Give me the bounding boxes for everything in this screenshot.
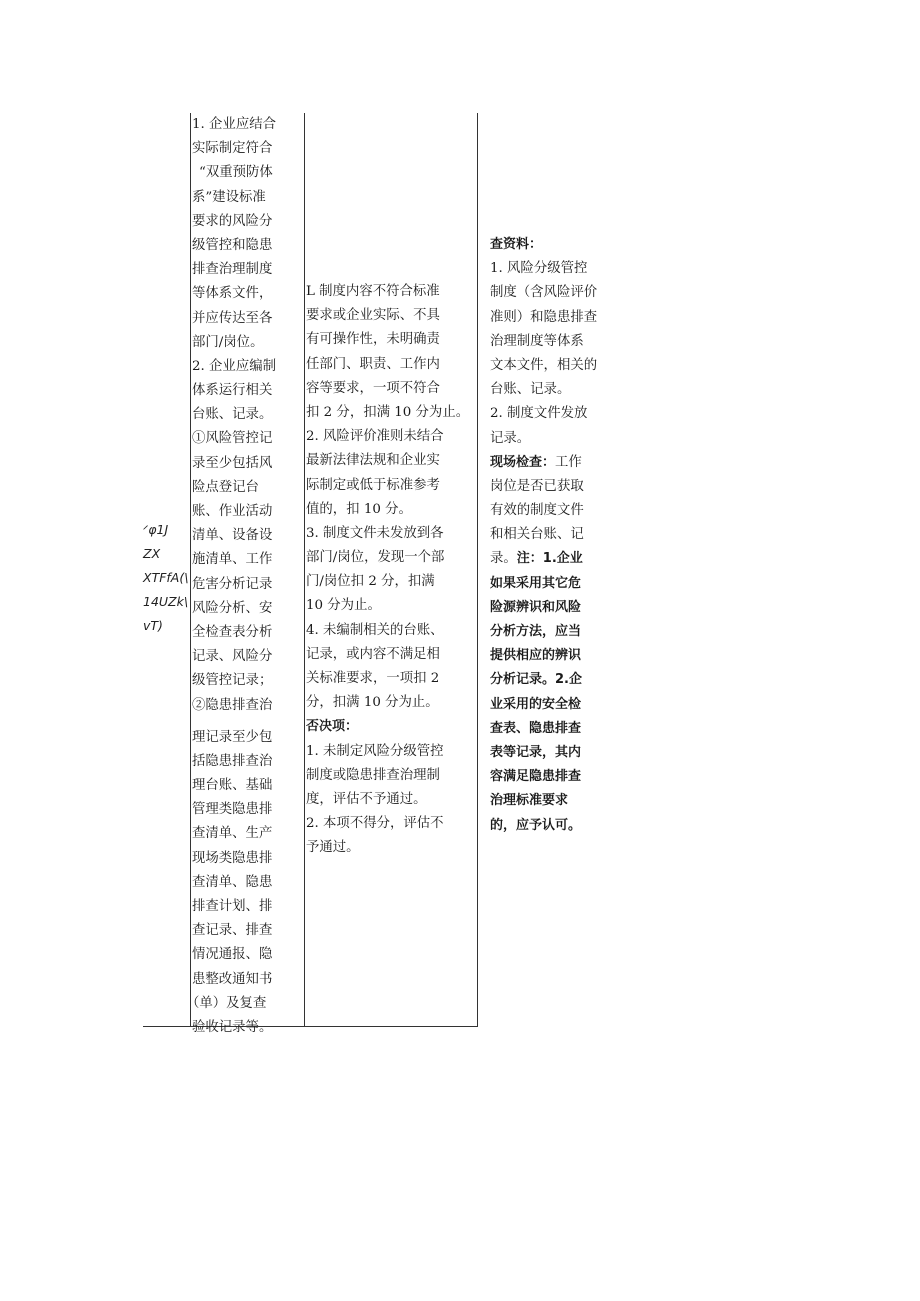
requirement-line: “双重预防体 — [199, 165, 273, 181]
requirement-line: ②隐患排查治 — [192, 697, 273, 713]
requirement-line: 情况通报、隐 — [192, 947, 273, 963]
veto-line: 2. 本项不得分，评估不 — [306, 816, 444, 832]
method-line: 制度（含风险评价 — [490, 285, 598, 301]
note-pre-text: 录。 — [490, 551, 517, 567]
veto-line: 制度或隐患排查治理制 — [306, 767, 440, 783]
note-line: 治理标准要求 — [490, 793, 569, 809]
requirement-line: 患整改通知书 — [192, 971, 273, 987]
category-line: 14UZk\ — [143, 594, 189, 609]
requirement-line: 排查治理制度 — [192, 262, 273, 278]
scoring-line: 任部门、职责、工作内 — [306, 356, 440, 372]
note-line: 提供相应的辨识 — [490, 648, 582, 664]
requirement-line: 现场类隐患排 — [192, 850, 273, 866]
note-bold-text: 注：1.企业 — [516, 551, 583, 567]
method-cell — [490, 233, 610, 838]
table-border-right — [477, 113, 478, 1027]
requirement-line: （单）及复查 — [186, 995, 267, 1011]
note-line: 如果采用其它危 — [490, 575, 582, 591]
note-line: 表等记录，其内 — [490, 744, 582, 760]
scoring-line: 容等要求，一项不符合 — [306, 380, 440, 396]
site-check-title: 现场检查： — [490, 454, 556, 470]
requirements-cell — [186, 113, 302, 1040]
scoring-line: 最新法律法规和企业实 — [306, 453, 440, 469]
note-line: 分析记录。2.企 — [490, 672, 582, 688]
scoring-line: 分，扣满 10 分为止。 — [306, 695, 439, 711]
note-line: 查表、隐患排查 — [490, 720, 582, 736]
requirement-line: 台账、记录。 — [192, 407, 273, 423]
requirement-line: 录至少包括风 — [192, 455, 273, 471]
requirement-line: 排查计划、排 — [192, 899, 273, 914]
site-check-line: 有效的制度文件 — [490, 503, 584, 519]
category-cell — [143, 518, 191, 638]
requirement-line: 系”建设标准 — [192, 189, 266, 205]
requirement-line: 部门/岗位。 — [192, 334, 264, 350]
requirement-line: 1. 企业应结合 — [192, 117, 276, 132]
method-line: 记录。 — [490, 430, 531, 446]
scoring-line: 扣 2 分，扣满 10 分为止。 — [306, 404, 470, 420]
site-check-line: 岗位是否已获取 — [490, 478, 584, 494]
requirement-line: 记录、风险分 — [192, 649, 273, 665]
veto-title: 否决项： — [306, 719, 359, 735]
scoring-cell — [306, 280, 474, 861]
requirement-line: 风险分析、安 — [192, 600, 273, 616]
method-line: 台账、记录。 — [490, 382, 571, 398]
requirement-line: 理记录至少包 — [192, 729, 273, 745]
site-check-line — [490, 451, 610, 475]
scoring-line: 际制定或低于标准参考 — [306, 477, 440, 493]
note-line: 容满足隐患排查 — [490, 769, 582, 785]
scoring-line: 门/岗位扣 2 分，扣满 — [306, 574, 435, 590]
veto-line: 予通过。 — [306, 840, 360, 856]
requirement-line: 清单、设备设 — [192, 528, 273, 544]
requirement-line: 括隐患排查治 — [192, 753, 273, 769]
method-title: 查资料： — [490, 237, 543, 252]
scoring-line: 4. 未编制相关的台账、 — [306, 622, 444, 638]
requirement-line: 账、作业活动 — [192, 504, 273, 519]
requirement-line: ①风险管控记 — [192, 431, 273, 447]
requirement-line: 要求的风险分 — [192, 213, 273, 229]
scoring-line: L 制度内容不符合标准 — [306, 284, 440, 299]
requirement-line: 并应传达至各 — [192, 310, 273, 326]
requirement-line: 验收记录等。 — [192, 1019, 273, 1035]
requirement-line: 实际制定符合 — [192, 141, 273, 157]
requirement-line: 2. 企业应编制 — [192, 358, 276, 374]
scoring-line: 2. 风险评价准则未结合 — [306, 429, 444, 445]
requirement-line: 级管控和隐患 — [192, 237, 273, 253]
requirement-line: 级管控记录； — [192, 673, 273, 689]
veto-line: 1. 未制定风险分级管控 — [306, 743, 444, 759]
requirement-line: 体系运行相关 — [192, 383, 273, 399]
method-line: 1. 风险分级管控 — [490, 261, 588, 277]
scoring-line: 部门/岗位，发现一个部 — [306, 550, 445, 566]
category-line: ᐟφ1J — [143, 522, 169, 537]
scoring-line: 值的，扣 10 分。 — [306, 501, 412, 517]
note-line: 险源辨识和风险 — [490, 599, 582, 615]
scoring-line: 有可操作性，未明确责 — [306, 332, 440, 348]
category-line: ZX — [143, 546, 161, 561]
scoring-line: 3. 制度文件未发放到各 — [306, 525, 444, 541]
scoring-line: 要求或企业实际、不具 — [306, 308, 440, 324]
note-line: 业采用的安全检 — [490, 696, 582, 712]
requirement-line: 等体系文件， — [192, 286, 273, 302]
table-border-col3 — [304, 113, 305, 1027]
requirement-line: 查清单、隐患 — [192, 874, 273, 890]
requirement-line: 管理类隐患排 — [192, 802, 273, 818]
note-line: 的，应予认可。 — [490, 817, 582, 833]
requirement-line: 查清单、生产 — [192, 826, 273, 842]
requirement-line: 查记录、排查 — [192, 923, 273, 939]
method-line: 2. 制度文件发放 — [490, 406, 588, 422]
veto-line: 度，评估不予通过。 — [306, 791, 427, 807]
method-line: 准则）和隐患排查 — [490, 309, 598, 325]
category-line: XTFfA(\ — [143, 570, 189, 585]
note-line: 分析方法，应当 — [490, 624, 582, 639]
method-line: 治理制度等体系 — [490, 333, 584, 349]
note-line — [490, 547, 610, 571]
requirement-line: 险点登记台 — [192, 479, 259, 495]
scoring-line: 关标准要求，一项扣 2 — [306, 671, 440, 686]
requirement-line: 理台账、基础 — [192, 778, 273, 794]
scoring-line: 记录，或内容不满足相 — [306, 646, 440, 662]
requirement-line: 危害分析记录 — [192, 576, 273, 592]
method-line: 文本文件，相关的 — [490, 357, 598, 373]
site-check-text: 工作 — [555, 454, 582, 470]
site-check-line: 和相关台账、记 — [490, 527, 584, 543]
requirement-line: 全检查表分析 — [192, 624, 273, 640]
requirement-line: 施清单、工作 — [192, 552, 273, 568]
category-line: vT) — [143, 618, 163, 633]
scoring-line: 10 分为止。 — [306, 598, 381, 614]
